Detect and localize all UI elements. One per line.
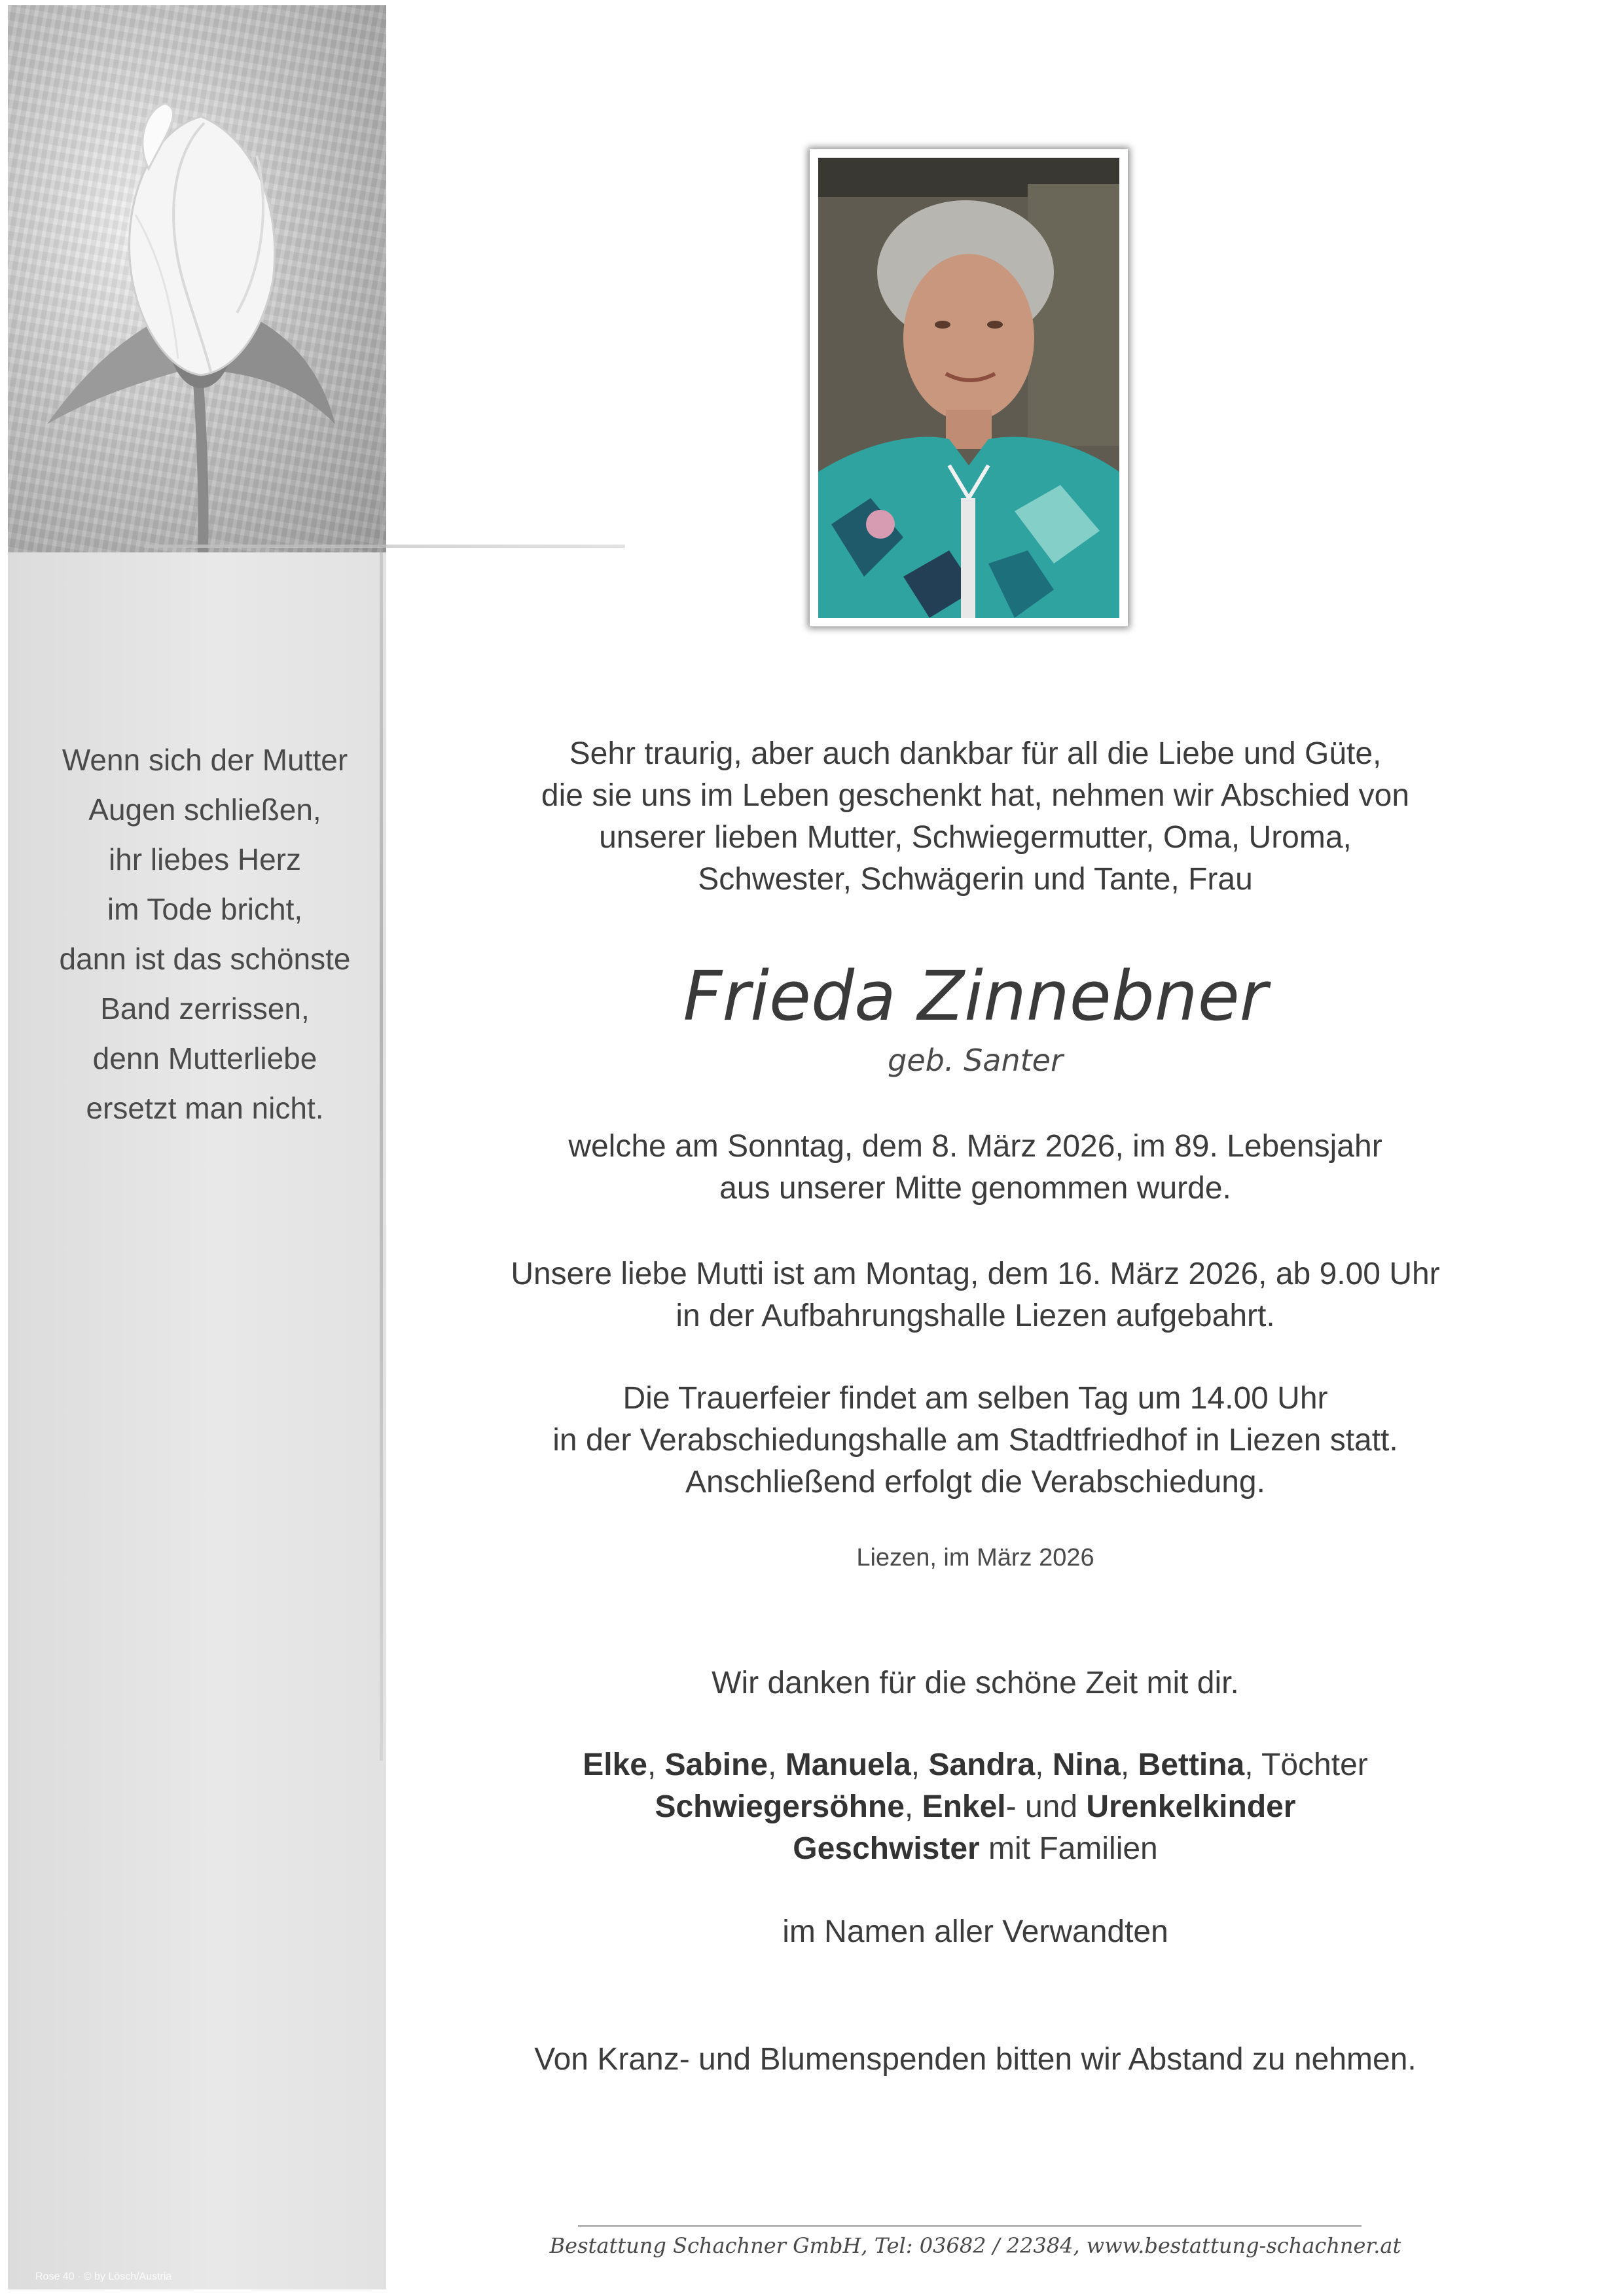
poem-line: Augen schließen, xyxy=(88,793,321,827)
family-sep: , xyxy=(768,1748,785,1782)
daughter-name: Manuela xyxy=(785,1748,911,1782)
intro-line: Sehr traurig, aber auch dankbar für all die Liebe und Güte, xyxy=(569,736,1382,771)
daughter-name: Elke xyxy=(583,1748,647,1782)
family-great-grandchildren: Urenkelkinder xyxy=(1086,1789,1296,1824)
funeral-line: Anschließend erfolgt die Verabschiedung. xyxy=(685,1465,1265,1499)
family-signatures xyxy=(458,1744,1492,1870)
family-sep: - und xyxy=(1005,1789,1087,1824)
relatives-line: im Namen aller Verwandten xyxy=(782,1914,1168,1949)
funeral-home-footer: Bestattung Schachner GmbH, Tel: 03682 / 22384, www.bestattung-schachner.at xyxy=(549,2233,1401,2258)
poem-line: Band zerrissen, xyxy=(100,992,310,1026)
lying-line: in der Aufbahrungshalle Liezen aufgebahrt. xyxy=(676,1299,1275,1333)
deceased-name: Frieda Zinnebner xyxy=(683,956,1268,1036)
funeral-notice xyxy=(458,1378,1492,1503)
footer-divider xyxy=(578,2225,1362,2227)
poem xyxy=(16,735,394,1133)
family-sep: , xyxy=(1120,1748,1138,1782)
cross-vertical-line xyxy=(380,216,383,1761)
daughter-name: Sabine xyxy=(664,1748,768,1782)
intro-text xyxy=(458,733,1492,901)
family-sons-in-law: Schwiegersöhne xyxy=(655,1789,905,1824)
image-credit: Rose 40 · © by Lösch/Austria xyxy=(35,2271,172,2282)
poem-line: im Tode bricht, xyxy=(107,892,303,926)
portrait-frame xyxy=(810,149,1128,626)
funeral-line: Die Trauerfeier findet am selben Tag um 14.00 Uhr xyxy=(623,1381,1328,1416)
place-date: Liezen, im März 2026 xyxy=(856,1544,1094,1571)
daughter-name: Sandra xyxy=(928,1748,1036,1782)
lying-line: Unsere liebe Mutti ist am Montag, dem 16. März 2026, ab 9.00 Uhr xyxy=(511,1257,1440,1291)
portrait-photo xyxy=(818,158,1119,618)
intro-line: Schwester, Schwägerin und Tante, Frau xyxy=(698,862,1253,897)
daughter-name: Nina xyxy=(1052,1748,1121,1782)
death-notice xyxy=(458,1126,1492,1210)
family-sep: , xyxy=(647,1748,665,1782)
intro-line: die sie uns im Leben geschenkt hat, nehmen wir Abschied von xyxy=(541,778,1410,813)
intro-line: unserer lieben Mutter, Schwiegermutter, Oma, Uroma, xyxy=(599,820,1352,855)
family-line-relatives xyxy=(458,1786,1492,1828)
poem-line: dann ist das schönste xyxy=(59,942,351,976)
poem-line: denn Mutterliebe xyxy=(92,1041,317,1075)
family-sep: , xyxy=(911,1748,929,1782)
rose-image xyxy=(8,5,386,552)
sidebar-panel xyxy=(8,5,386,2289)
daughters-role: , Töchter xyxy=(1244,1748,1368,1782)
maiden-name: geb. Santer xyxy=(888,1043,1063,1078)
family-line-siblings xyxy=(458,1828,1492,1870)
poem-line: ersetzt man nicht. xyxy=(86,1091,324,1125)
death-line: aus unserer Mitte genommen wurde. xyxy=(719,1171,1231,1206)
poem-line: ihr liebes Herz xyxy=(109,842,301,876)
daughter-name: Bettina xyxy=(1138,1748,1245,1782)
portrait-illustration xyxy=(818,158,1119,618)
thanks-line: Wir danken für die schöne Zeit mit dir. xyxy=(712,1666,1239,1700)
family-sep: , xyxy=(1035,1748,1053,1782)
family-sep: , xyxy=(904,1789,922,1824)
flowers-notice: Von Kranz- und Blumenspenden bitten wir Abstand zu nehmen. xyxy=(534,2042,1416,2077)
family-siblings-rest: mit Familien xyxy=(979,1831,1158,1866)
poem-line: Wenn sich der Mutter xyxy=(62,743,348,777)
death-line: welche am Sonntag, dem 8. März 2026, im 89. Lebensjahr xyxy=(568,1129,1382,1164)
cross-horizontal-line xyxy=(144,545,625,548)
family-grandchildren: Enkel xyxy=(922,1789,1006,1824)
family-siblings: Geschwister xyxy=(793,1831,980,1866)
lying-in-state-notice xyxy=(458,1253,1492,1337)
white-rose-icon xyxy=(8,5,386,552)
funeral-line: in der Verabschiedungshalle am Stadtfriedhof in Liezen statt. xyxy=(552,1423,1398,1458)
family-line-daughters xyxy=(458,1744,1492,1786)
